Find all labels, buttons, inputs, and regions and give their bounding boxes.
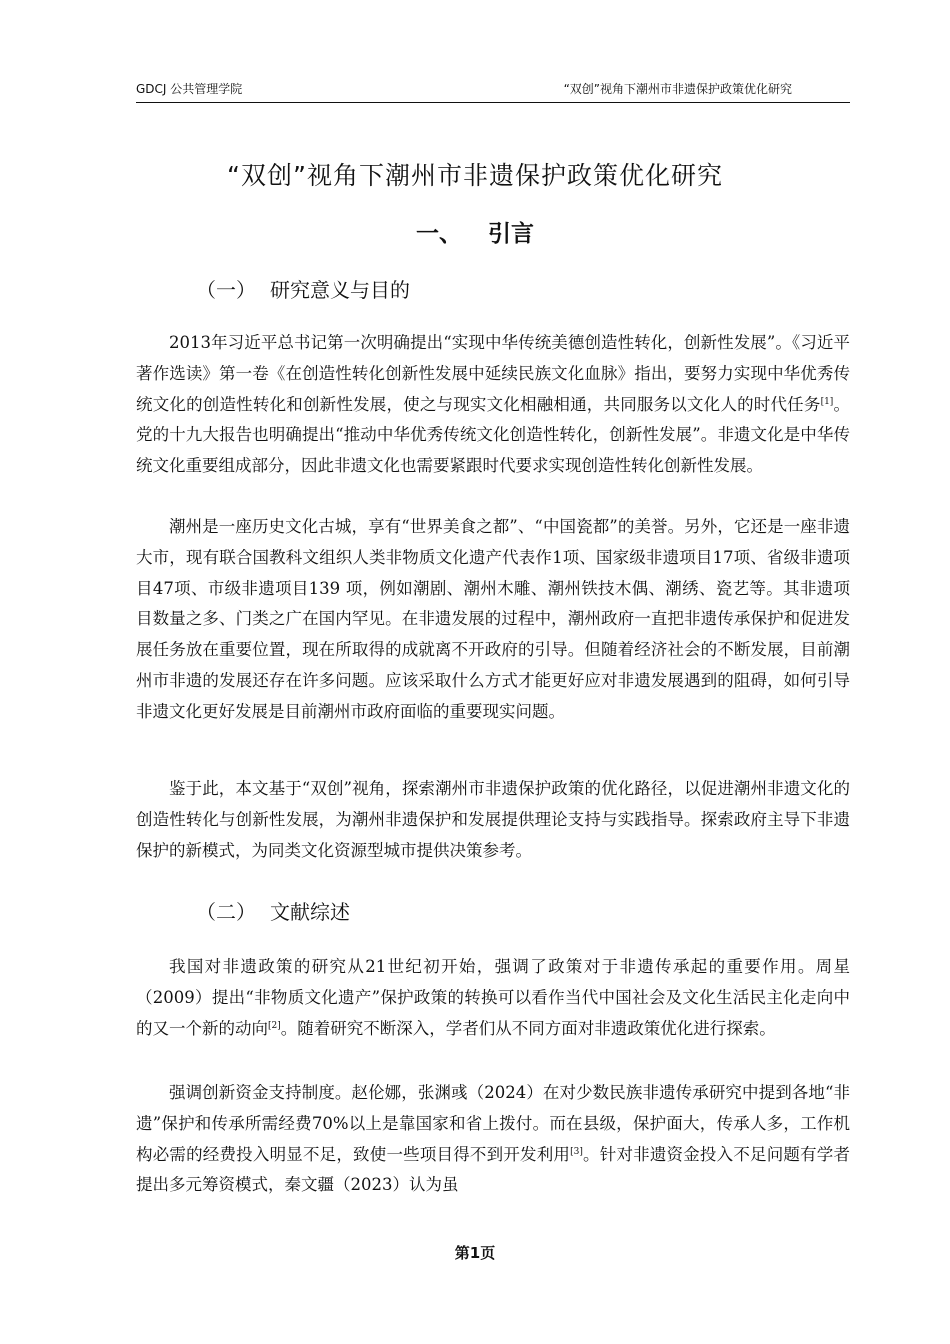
header-running-title: “双创”视角下潮州市非遗保护政策优化研究	[563, 82, 792, 96]
paragraph-3: 鉴于此，本文基于“双创”视角，探索潮州市非遗保护政策的优化路径，以促进潮州非遗文化的创造性转化与创新性发展，为潮州非遗保护和发展提供理论支持与实践指导。探索政府主导下非遗保护的新模式，为同类文化资源型城市提供决策参考。	[136, 779, 850, 860]
header-institution: GDCJ 公共管理学院	[136, 82, 243, 96]
paragraph-5	[136, 1078, 850, 1201]
paragraph-text: 2013年习近平总书记第一次明确提出“实现中华传统美德创造性转化，创新性发展”。《习近平著作选读》第一卷《在创造性转化创新性发展中延续民族文化血脉》指出，要努力实现中华优秀传统文化的创造性转化和创新性发展，使之与现实文化相融相通，共同服务以文化人的时代任务	[136, 333, 850, 414]
citation-ref: [1]	[820, 396, 834, 407]
subsection-label: 文献综述	[270, 900, 350, 924]
page-header	[136, 76, 850, 103]
citation-ref: [2]	[268, 1020, 281, 1031]
paper-title: “双创”视角下潮州市非遗保护政策优化研究	[227, 161, 723, 190]
paragraph-text: 我国对非遗政策的研究从21世纪初开始，强调了政策对于非遗传承起的重要作用。周星（2009）提出“非物质文化遗产”保护政策的转换可以看作当代中国社会及文化生活民主化走向中的又一个新的动向	[136, 957, 850, 1038]
section-number: 一、	[416, 221, 462, 247]
section-heading-introduction	[0, 215, 950, 248]
paragraph-1	[136, 328, 850, 482]
paragraph-2: 潮州是一座历史文化古城，享有“世界美食之都”、“中国瓷都”的美誉。另外，它还是一座非遗大市，现有联合国教科文组织人类非物质文化遗产代表作1项、国家级非遗项目17项、省级非遗项目47项、市级非遗项目139 项，例如潮剧、潮州木雕、潮州铁技木偶、潮绣、瓷艺等。其非遗项目数量之多、门类之广在国内罕见。在非遗发展的过程中，潮州政府一直把非遗传承保护和促进发展任务放在重要位置，现在所取得的成就离不开政府的引导。但随着经济社会的不断发展，目前潮州市非遗的发展还存在许多问题。应该采取什么方式才能更好应对非遗发展遇到的阻碍，如何引导非遗文化更好发展是目前潮州市政府面临的重要现实问题。	[136, 517, 850, 721]
paragraph-text: 强调创新资金支持制度。赵伦娜，张渊彧（2024）在对少数民族非遗传承研究中提到各地“非遗”保护和传承所需经费70%以上是靠国家和省上拨付。而在县级，保护面大，传承人多，工作机构必需的经费投入明显不足，致使一些项目得不到开发利用	[136, 1083, 850, 1164]
citation-ref: [3]	[570, 1146, 583, 1157]
subsection-label: 研究意义与目的	[270, 278, 410, 302]
paragraph-text: 。党的十九大报告也明确提出“推动中华优秀传统文化创造性转化，创新性发展”。非遗文化是中华传统文化重要组成部分，因此非遗文化也需要紧跟时代要求实现创造性转化创新性发展。	[136, 394, 851, 476]
paragraph-text: 。针对非遗资金投入不足问题有学者提出多元筹资模式，秦文疆（2023）认为虽	[136, 1144, 851, 1195]
paragraph-4	[136, 952, 850, 1044]
subsection-number: （二）	[196, 900, 256, 924]
paragraph-text: 。随着研究不断深入，学者们从不同方面对非遗政策优化进行探索。	[280, 1018, 776, 1038]
subsection-heading-significance	[196, 274, 410, 303]
subsection-heading-literature-review	[196, 896, 350, 925]
subsection-number: （一）	[196, 278, 256, 302]
page-number: 第1页	[454, 1244, 496, 1262]
section-label: 引言	[488, 221, 534, 247]
